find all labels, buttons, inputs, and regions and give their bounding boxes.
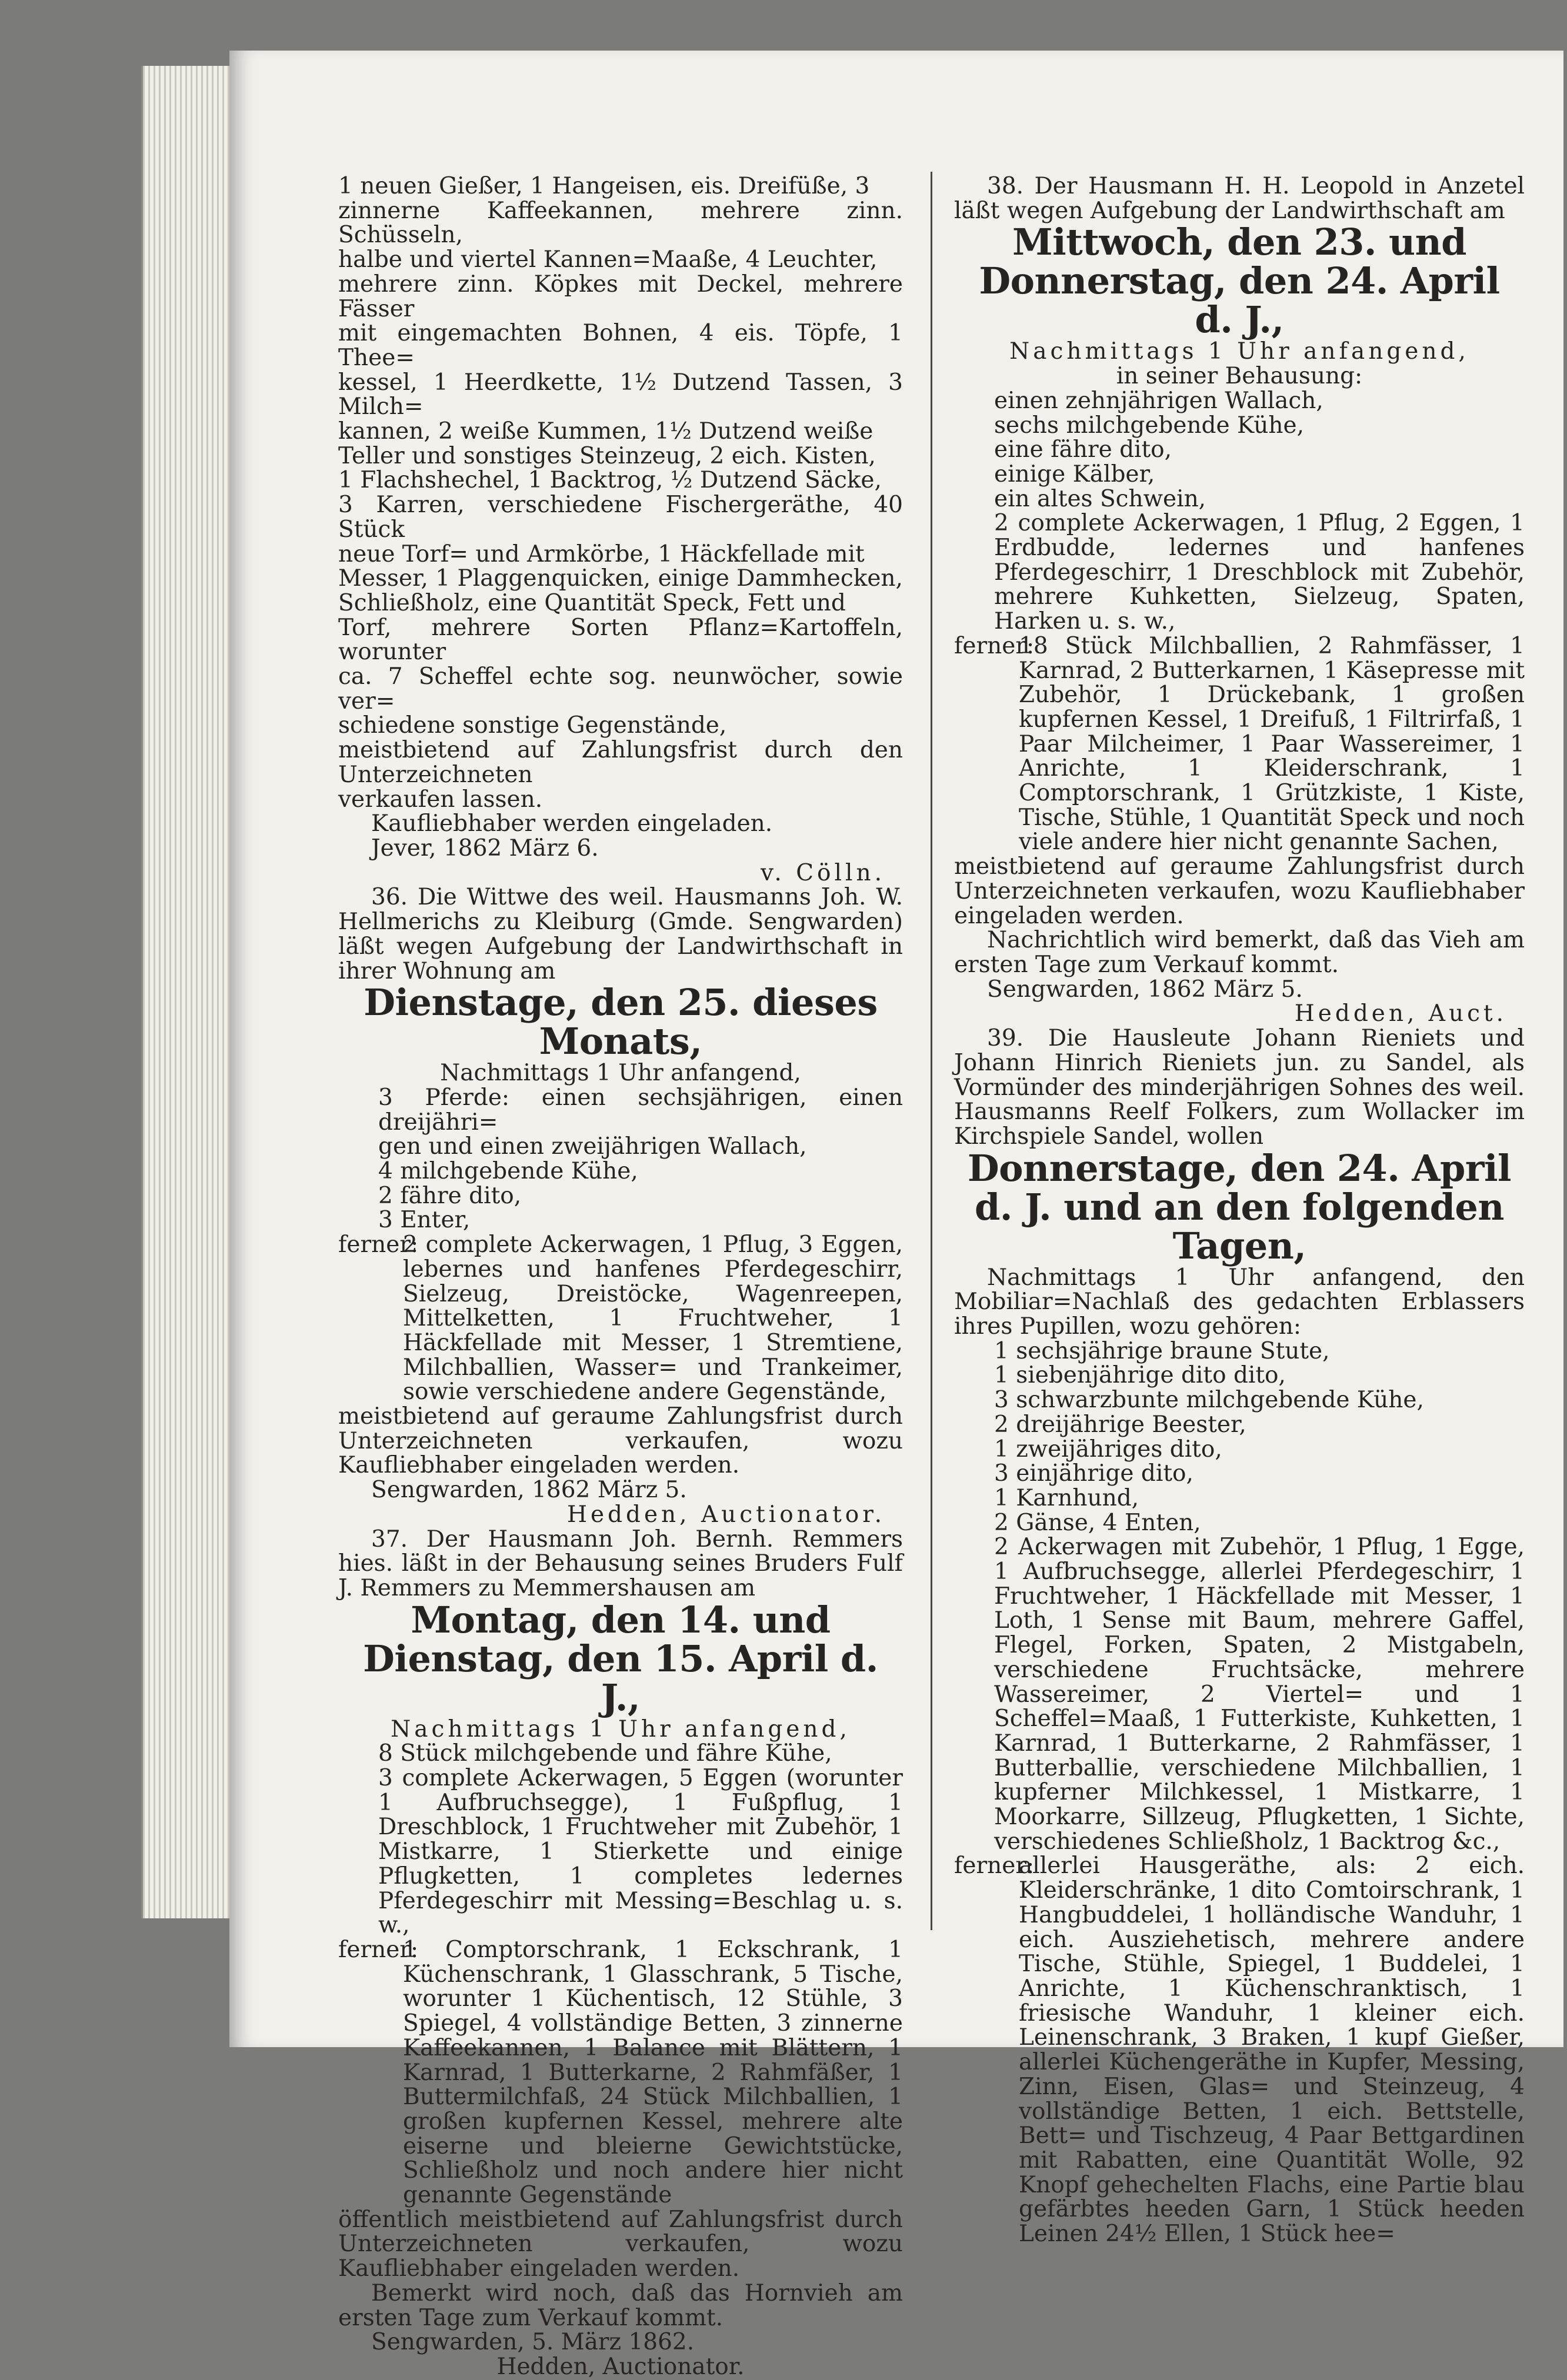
text-line: meistbietend auf Zahlungsfrist durch den Unterzeichneten xyxy=(338,737,903,788)
notice-37-time: Nachmittags 1 Uhr anfangend, xyxy=(391,1715,851,1743)
text-line: kannen, 2 weiße Kummen, 1½ Dutzend weiße xyxy=(338,418,873,445)
signature: Hedden, Auct. xyxy=(1294,1000,1507,1027)
ferner-label: ferner: xyxy=(954,1852,1035,1880)
list-item: ein altes Schwein, xyxy=(994,485,1206,512)
book-page-edges xyxy=(141,66,243,1918)
notice-37-heading: Montag, den 14. und Dienstag, den 15. April d. J., xyxy=(363,1598,878,1719)
notice-39-ferner xyxy=(954,1854,1525,2246)
text-line: mit eingemachten Bohnen, 4 eis. Töpfe, 1 Thee= xyxy=(338,320,903,371)
text-line: verkaufen lassen. xyxy=(338,786,543,813)
text-line: 3 Karren, verschiedene Fischergeräthe, 40 Stück xyxy=(338,492,903,543)
left-column xyxy=(338,174,903,2379)
list-item: 3 schwarzbunte milchgebende Kühe, xyxy=(994,1387,1424,1414)
list-item: 3 Pferde: einen sechsjährigen, einen dreijähri= xyxy=(378,1084,903,1136)
notice-38-close: meistbietend auf geraume Zahlungsfrist durch Unterzeichneten verkaufen, wozu Kaufliebhaber eingeladen werden. xyxy=(954,853,1525,929)
text-line: Messer, 1 Plaggenquicken, einige Dammhecken, xyxy=(338,565,903,592)
list-item: einen zehnjährigen Wallach, xyxy=(994,387,1323,414)
text-line: 1 Flachshechel, 1 Backtrog, ½ Dutzend Säcke, xyxy=(338,467,882,494)
text-line: halbe und viertel Kannen=Maaße, 4 Leuchter, xyxy=(338,246,878,273)
notice-38-heading: Mittwoch, den 23. und Donnerstag, den 24. April d. J., xyxy=(979,221,1500,342)
notice-39-intro: 39. Die Hausleute Johann Rieniets und Johann Hinrich Rieniets jun. zu Sandel, als Vormünder des minderjährigen Sohnes des weil. Hausmanns Reelf Folkers, zum Wollacker im Kirchspiele Sandel, wollen xyxy=(954,1025,1525,1150)
signature: v. Cölln. xyxy=(761,859,885,886)
text-line: mehrere zinn. Köpkes mit Deckel, mehrere Fässer xyxy=(338,271,903,322)
date-line: Sengwarden, 5. März 1862. xyxy=(371,2329,695,2356)
signature: Hedden, Auctionator. xyxy=(566,1501,885,1528)
notice-39-items xyxy=(954,1339,1525,1854)
list-item: einige Kälber, xyxy=(994,460,1155,488)
list-item: 2 dreijährige Beester, xyxy=(994,1411,1246,1438)
continued-inventory xyxy=(338,174,903,812)
ferner-label: ferner: xyxy=(338,1231,419,1259)
ferner-text: allerlei Hausgeräthe, als: 2 eich. Kleiderschränke, 1 dito Comtoirschrank, 1 Hangbuddelei, 1 holländische Wanduhr, 1 eich. Ausziehetisch, mehrere andere Tische, Stühle, Spiegel, 1 Buddelei, 1 Anrichte, 1 Küchenschranktisch, 1 friesische Wanduhr, 1 kleiner eich. Leinenschrank, 3 Braken, 1 kupf Gießer, allerlei Küchengeräthe in Kupfer, Messing, Zinn, Eisen, Glas= und Steinzeug, 4 vollständige Betten, 1 eich. Bettstelle, Bett= und Tischzeug, 4 Paar Bettgardinen mit Rabatten, eine Quantität Wolle, 92 Knopf gehechelten Flachs, eine Partie blau gefärbtes heeden Garn, 1 Stück heeden Leinen 24½ Ellen, 1 Stück hee= xyxy=(1019,1852,1525,2248)
ferner-text: 1 Comptorschrank, 1 Eckschrank, 1 Küchenschrank, 1 Glasschrank, 5 Tische, worunter 1 Küchentisch, 12 Stühle, 3 Spiegel, 4 vollständige Betten, 3 zinnerne Kaffeekannen, 1 Balance mit Blättern, 1 Karnrad, 1 Butterkarne, 2 Rahmfäßer, 1 Buttermilchfaß, 24 Stück Milchballien, 1 großen kupfernen Kessel, mehrere alte eiserne und bleierne Gewichtstücke, Schließholz und noch andere hier nicht genannte Gegenstände xyxy=(403,1937,903,2209)
notice-38-note: Nachrichtlich wird bemerkt, daß das Vieh am ersten Tage zum Verkauf kommt. xyxy=(954,927,1525,978)
list-item: 3 einjährige dito, xyxy=(994,1460,1193,1487)
notice-36-time: Nachmittags 1 Uhr anfangend, xyxy=(440,1060,801,1087)
text-line: neue Torf= und Armkörbe, 1 Häckfellade mit xyxy=(338,540,865,568)
text-line: 1 neuen Gießer, 1 Hangeisen, eis. Dreifüße, 3 xyxy=(338,173,870,199)
notice-36-close: meistbietend auf geraume Zahlungsfrist durch Unterzeichneten verkaufen, wozu Kaufliebhaber eingeladen werden. xyxy=(338,1403,903,1479)
notice-39-heading: Donnerstage, den 24. April d. J. und an den folgenden Tagen, xyxy=(967,1146,1512,1267)
notice-37-ferner xyxy=(338,1938,903,2208)
invitation-line: Kaufliebhaber werden eingeladen. xyxy=(371,810,773,837)
date-line: Sengwarden, 1862 März 5. xyxy=(987,976,1303,1003)
list-item: 1 zweijähriges dito, xyxy=(994,1436,1222,1463)
notice-36-items xyxy=(338,1086,903,1233)
signature: Hedden, Auctionator. xyxy=(496,2353,745,2380)
notice-37-close: öffentlich meistbietend auf Zahlungsfrist durch Unterzeichneten verkaufen, wozu Kaufliebhaber eingeladen werden. xyxy=(338,2206,903,2282)
text-line: Teller und sonstiges Steinzeug, 2 eich. Kisten, xyxy=(338,442,876,469)
notice-37-items xyxy=(338,1741,903,1938)
list-item: 1 Karnhund, xyxy=(994,1484,1139,1511)
list-item: 2 fähre dito, xyxy=(378,1182,522,1209)
date-line: Jever, 1862 März 6. xyxy=(371,834,599,862)
notice-38-ferner xyxy=(954,634,1525,854)
notice-38-items xyxy=(954,389,1525,634)
list-item: eine fähre dito, xyxy=(994,436,1172,463)
notice-38-intro: 38. Der Hausmann H. H. Leopold in Anzetel läßt wegen Aufgebung der Landwirthschaft am xyxy=(954,173,1525,224)
list-item: 3 Enter, xyxy=(378,1207,471,1234)
column-divider xyxy=(931,172,932,1930)
notice-39-text: Nachmittags 1 Uhr anfangend, den Mobiliar=Nachlaß des gedachten Erblassers ihres Pupillen, wozu gehören: xyxy=(954,1264,1525,1340)
notice-36-intro: 36. Die Wittwe des weil. Hausmanns Joh. W. Hellmerichs zu Kleiburg (Gmde. Sengwarden) läßt wegen Aufgebung der Landwirthschaft in ihrer Wohnung am xyxy=(338,884,903,984)
notice-38-place: in seiner Behausung: xyxy=(1116,363,1363,390)
ferner-text: 2 complete Ackerwagen, 1 Pflug, 3 Eggen, lebernes und hanfenes Pferdegeschirr, Sielzeug, Dreistöcke, Wagenreepen, Mittelketten, 1 Fruchtweher, 1 Häckfellade mit Messer, 1 Stremtiene, Milchballien, Wasser= und Trankeimer, sowie verschiedene andere Gegenstände, xyxy=(403,1231,903,1406)
ferner-text: 18 Stück Milchballien, 2 Rahmfässer, 1 Karnrad, 2 Butterkarnen, 1 Käsepresse mit Zubehör, 1 Drückebank, 1 großen kupfernen Kessel, 1 Dreifuß, 1 Filtrirfaß, 1 Paar Milcheimer, 1 Paar Wassereimer, 1 Anrichte, 1 Kleiderschrank, 1 Comptorschrank, 1 Grützkiste, 1 Kiste, Tische, Stühle, 1 Quantität Speck und noch viele andere hier nicht genannte Sachen, xyxy=(1019,632,1525,856)
text-line: kessel, 1 Heerdkette, 1½ Dutzend Tassen, 3 Milch= xyxy=(338,369,903,420)
list-item: 3 complete Ackerwagen, 5 Eggen (worunter 1 Aufbruchsegge), 1 Fußpflug, 1 Dreschblock, 1 Fruchtweher mit Zubehör, 1 Mistkarre, 1 Stierkette und einige Pflugketten, 1 completes ledernes Pferdegeschirr mit Messing=Beschlag u. s. w., xyxy=(378,1765,903,1939)
list-item: gen und einen zweijährigen Wallach, xyxy=(378,1133,807,1160)
text-line: ca. 7 Scheffel echte sog. neunwöcher, sowie ver= xyxy=(338,663,903,715)
list-item: 2 complete Ackerwagen, 1 Pflug, 2 Eggen, 1 Erdbudde, ledernes und hanfenes Pferdegeschirr, 1 Dreschblock mit Zubehör, mehrere Kuhketten, Sielzeug, Spaten, Harken u. s. w., xyxy=(994,510,1525,635)
list-item: 2 Ackerwagen mit Zubehör, 1 Pflug, 1 Egge, 1 Aufbruchsegge, allerlei Pferdegeschirr, 1 Fruchtweher, 1 Häckfellade mit Messer, 1 Loth, 1 Sense mit Baum, mehrere Gaffel, Flegel, Forken, Spaten, 2 Mistgabeln, verschiedene Fruchtsäcke, mehrere Wassereimer, 2 Viertel= und 1 Scheffel=Maaß, 1 Futterkiste, Kuhketten, 1 Karnrad, 1 Butterkarne, 2 Rahmfässer, 1 Butterballie, verschiedene Milchballien, 1 kupferner Milchkessel, 1 Mistkarre, 1 Moorkarre, Sillzeug, Pflugketten, 1 Sichte, verschiedenes Schließholz, 1 Backtrog &c., xyxy=(994,1534,1525,1855)
list-item: 1 siebenjährige dito dito, xyxy=(994,1362,1286,1389)
notice-37-intro: 37. Der Hausmann Joh. Bernh. Remmers hies. läßt in der Behausung seines Bruders Fulf J. Remmers zu Memmershausen am xyxy=(338,1526,903,1601)
list-item: 4 milchgebende Kühe, xyxy=(378,1158,638,1185)
right-column xyxy=(954,174,1525,2247)
list-item: sechs milchgebende Kühe, xyxy=(994,412,1304,439)
text-line: zinnerne Kaffeekannen, mehrere zinn. Schüsseln, xyxy=(338,197,903,249)
list-item: 1 sechsjährige braune Stute, xyxy=(994,1337,1330,1364)
notice-37-note: Bemerkt wird noch, daß das Hornvieh am ersten Tage zum Verkauf kommt. xyxy=(338,2279,903,2331)
date-line: Sengwarden, 1862 März 5. xyxy=(371,1477,687,1504)
ferner-label: ferner: xyxy=(954,632,1035,659)
text-line: Torf, mehrere Sorten Pflanz=Kartoffeln, worunter xyxy=(338,614,903,666)
text-line: schiedene sonstige Gegenstände, xyxy=(338,712,727,739)
notice-38-time: Nachmittags 1 Uhr anfangend, xyxy=(1009,338,1469,365)
notice-36-ferner xyxy=(338,1233,903,1404)
text-line: Schließholz, eine Quantität Speck, Fett und xyxy=(338,589,846,616)
list-item: 2 Gänse, 4 Enten, xyxy=(994,1509,1201,1536)
ferner-label: ferner: xyxy=(338,1937,419,1963)
notice-36-heading: Dienstage, den 25. dieses Monats, xyxy=(364,981,878,1063)
list-item: 8 Stück milchgebende und fähre Kühe, xyxy=(378,1740,832,1767)
